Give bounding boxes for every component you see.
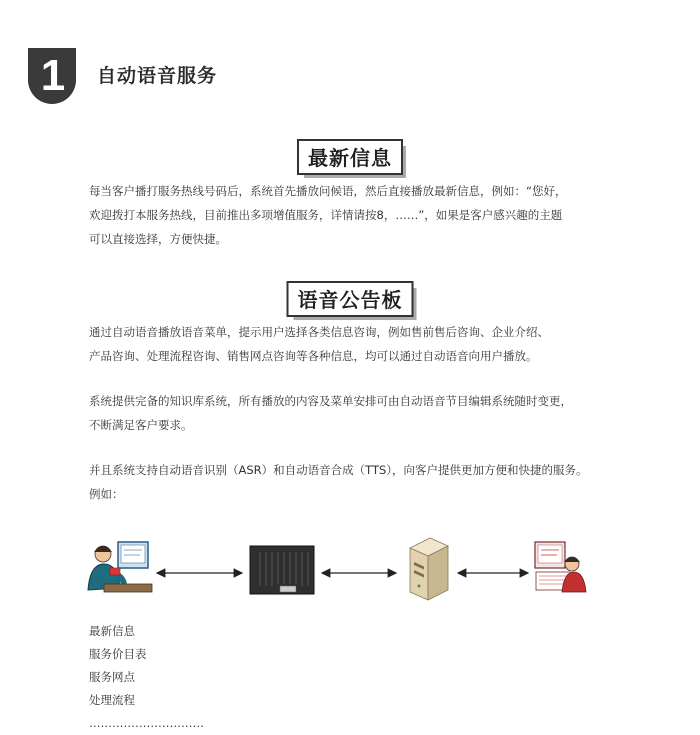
bulletin-paragraph-2: [89, 389, 649, 437]
latest-info-title: 最新信息: [297, 139, 403, 175]
list-item: 最新信息: [89, 624, 135, 638]
list-item: 服务网点: [89, 670, 135, 684]
text-line: 并且系统支持自动语音识别（ASR）和自动语音合成（TTS），向客户提供更加方便和快捷的服务。: [89, 463, 588, 477]
voice-bulletin-title: 语音公告板: [287, 281, 414, 317]
list-item: 处理流程: [89, 693, 135, 707]
bulletin-paragraph-3: [89, 458, 649, 506]
latest-info-paragraph: [89, 179, 649, 251]
text-line: 通过自动语音播放语音菜单，提示用户选择各类信息咨询，例如售前售后咨询、企业介绍、: [89, 325, 549, 339]
telephony-device-icon: [250, 546, 314, 594]
list-item: …………………………: [89, 716, 204, 730]
text-line: 欢迎拨打本服务热线，目前推出多项增值服务，详情请按8，……”，如果是客户感兴趣的主题: [89, 208, 563, 222]
text-line: 系统提供完备的知识库系统，所有播放的内容及菜单安排可由自动语音节目编辑系统随时变更，: [89, 394, 572, 408]
system-flow-diagram: [80, 528, 600, 618]
text-line: 不断满足客户要求。: [89, 418, 193, 432]
text-line: 例如：: [89, 487, 124, 501]
operator-workstation-icon: [535, 542, 586, 592]
server-tower-icon: [410, 538, 448, 600]
section-number: 1: [40, 51, 66, 100]
bulletin-paragraph-1: [89, 320, 649, 368]
list-item: 服务价目表: [89, 647, 147, 661]
caller-person-icon: [88, 542, 152, 592]
example-list: [89, 620, 204, 735]
text-line: 可以直接选择，方便快捷。: [89, 232, 227, 246]
section-number-badge: [22, 42, 82, 104]
section-title: 自动语音服务: [97, 65, 218, 87]
text-line: 每当客户播打服务热线号码后，系统首先播放问候语，然后直接播放最新信息，例如：“您好，: [89, 184, 567, 198]
text-line: 产品咨询、处理流程咨询、销售网点咨询等各种信息，均可以通过自动语音向用户播放。: [89, 349, 538, 363]
